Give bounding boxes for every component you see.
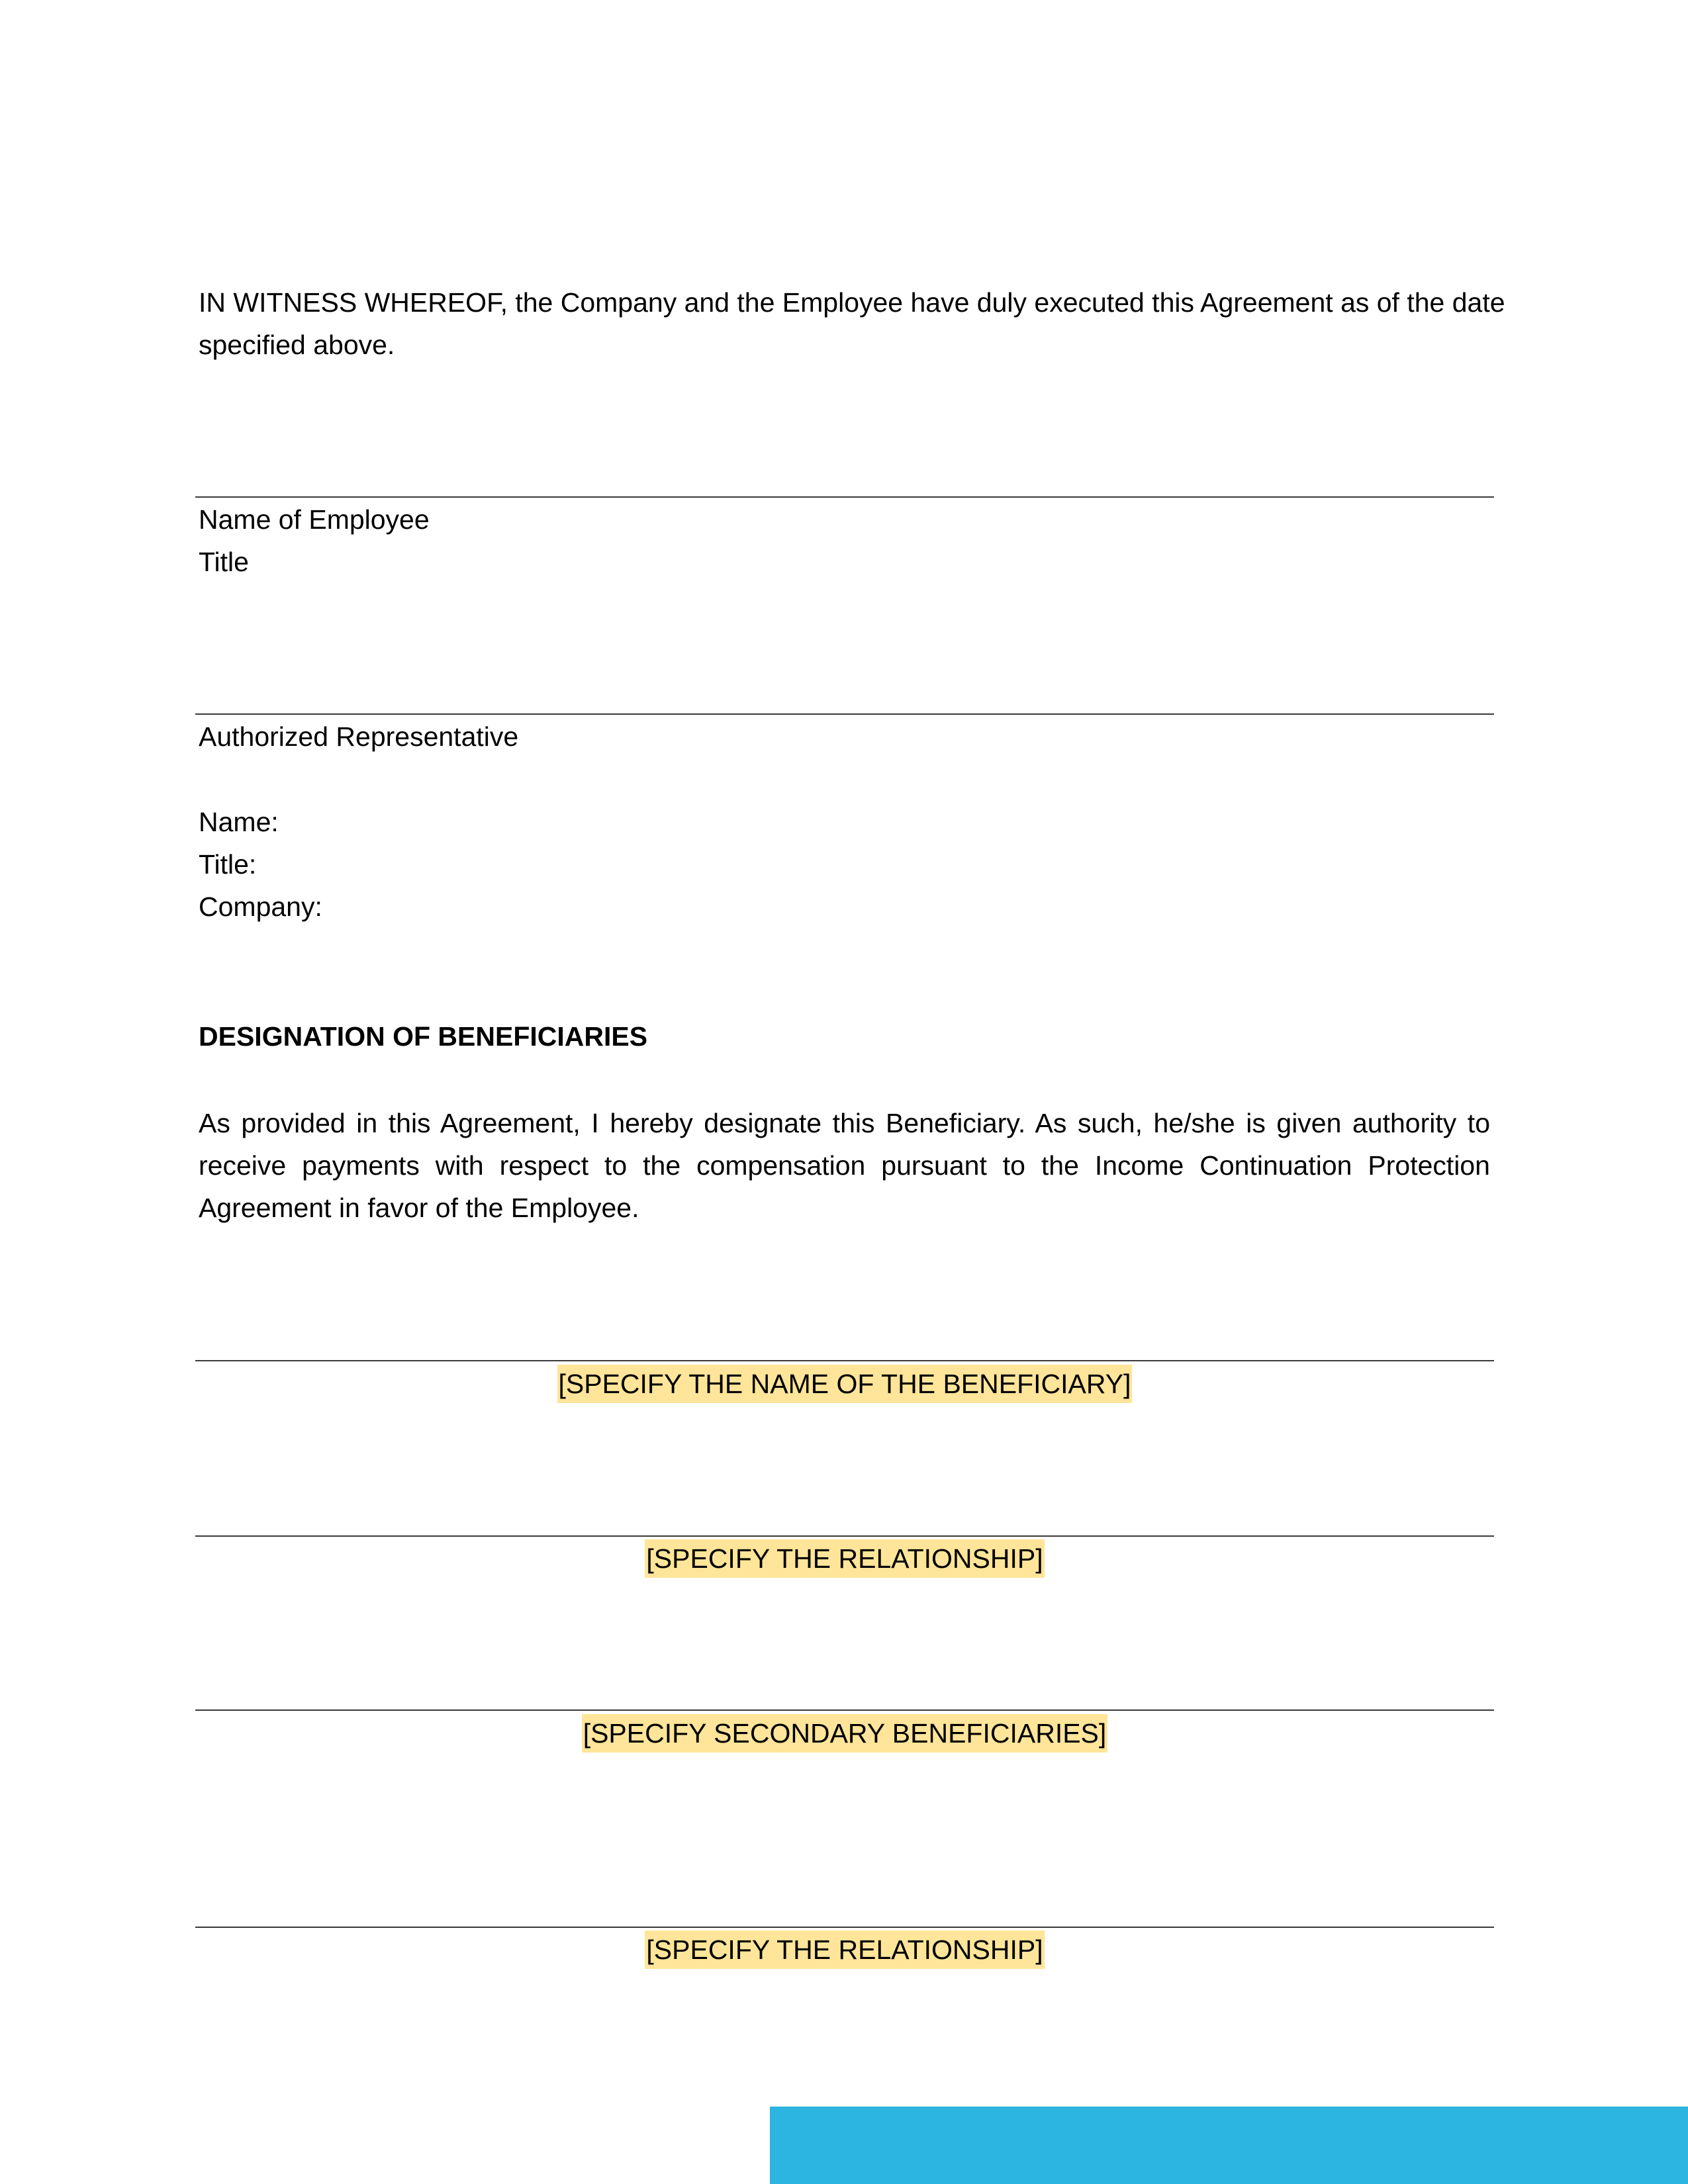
relationship-line-2 [195,1927,1494,1928]
relationship-placeholder-1[interactable]: [SPECIFY THE RELATIONSHIP] [645,1539,1044,1578]
beneficiaries-heading: DESIGNATION OF BENEFICIARIES [199,1021,648,1052]
employee-signature-line [195,496,1494,498]
secondary-beneficiaries-line [195,1709,1494,1711]
beneficiary-name-line [195,1360,1494,1361]
relationship-placeholder-2[interactable]: [SPECIFY THE RELATIONSHIP] [645,1931,1044,1969]
representative-company-label: Company: [199,891,322,922]
beneficiary-name-field [195,1365,1494,1403]
secondary-beneficiaries-field [195,1714,1494,1752]
beneficiary-name-placeholder[interactable]: [SPECIFY THE NAME OF THE BENEFICIARY] [557,1365,1133,1403]
representative-signature-line [195,713,1494,715]
secondary-beneficiaries-placeholder[interactable]: [SPECIFY SECONDARY BENEFICIARIES] [582,1714,1108,1752]
representative-name-label: Name: [199,807,279,837]
relationship-field-1 [195,1539,1494,1578]
relationship-line-1 [195,1535,1494,1537]
relationship-field-2 [195,1931,1494,1969]
witness-statement-line-1: IN WITNESS WHEREOF, the Company and the Employee have duly executed this Agreement as of the date [199,287,1505,318]
footer-accent-bar [770,2107,1688,2184]
witness-statement-line-2: specified above. [199,330,395,360]
representative-title-label: Title: [199,849,257,880]
employee-name-label: Name of Employee [199,504,430,535]
beneficiaries-body: As provided in this Agreement, I hereby designate this Beneficiary. As such, he/she is given authority to receive payments with respect to the compensation pursuant to the Income Continuation Protection Agreement in favor of the Employee. [199,1108,1490,1223]
representative-role-label: Authorized Representative [199,721,519,752]
employee-title-label: Title [199,547,249,577]
